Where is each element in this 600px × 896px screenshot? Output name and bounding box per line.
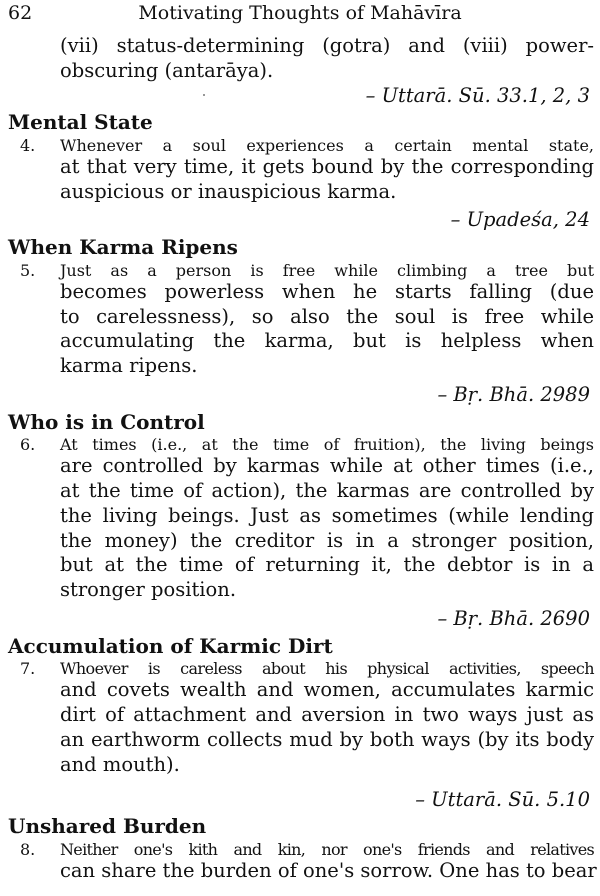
verse-text: karma ripens. <box>60 354 198 378</box>
verse-line <box>8 435 594 454</box>
section-heading: Unshared Burden <box>8 814 207 839</box>
intro-line: (vii) status-determining (gotra) and (viii) power- <box>60 34 594 57</box>
citation: – Bṛ. Bhā. 2690 <box>437 607 590 631</box>
verse-text: Whoever is careless about his physical activities, speech <box>60 659 594 679</box>
intro-line: obscuring (antarāya). <box>60 58 274 82</box>
verse-number: 5. <box>20 260 36 280</box>
running-title: Motivating Thoughts of Mahāvīra <box>138 2 462 24</box>
verse-text: auspicious or inauspicious karma. <box>60 179 397 203</box>
section-heading: Mental State <box>8 110 153 135</box>
verse-line <box>8 136 594 155</box>
verse-text: stronger position. <box>60 578 237 602</box>
verse-number: 6. <box>20 435 36 455</box>
verse-number: 4. <box>20 135 36 155</box>
verse-text: an earthworm collects mud by both ways (by its body <box>60 727 594 751</box>
verse-text: At times (i.e., at the time of fruition), the living beings <box>60 435 594 455</box>
verse-text: can share the burden of one's sorrow. One has to bear <box>60 858 597 882</box>
verse-text: the living beings. Just as sometimes (while lending <box>60 503 594 527</box>
verse-text: dirt of attachment and aversion in two ways just as <box>60 703 594 727</box>
verse-text: becomes powerless when he starts falling (due <box>60 279 594 303</box>
verse-text: Whenever a soul experiences a certain mental state, <box>60 135 594 155</box>
verse-text: at that very time, it gets bound by the corresponding <box>60 154 594 178</box>
verse-text: the money) the creditor is in a stronger position, <box>60 528 594 552</box>
verse-line <box>8 261 594 280</box>
verse-text: to carelessness), so also the soul is free while <box>60 304 594 328</box>
verse-number: 7. <box>20 659 36 679</box>
verse-text: Neither one's kith and kin, nor one's friends and relatives <box>60 839 594 859</box>
section-heading: Who is in Control <box>8 409 205 434</box>
verse-text: and mouth). <box>60 752 180 776</box>
section-heading: When Karma Ripens <box>8 235 238 260</box>
verse-line <box>8 659 594 678</box>
verse-line <box>8 840 594 859</box>
verse-text: at the time of action), the karmas are controlled by <box>60 479 594 503</box>
page-header <box>8 0 592 28</box>
verse-text: but at the time of returning it, the debtor is in a <box>60 553 594 577</box>
verse-text: are controlled by karmas while at other times (i.e., <box>60 454 594 478</box>
citation: – Uttarā. Sū. 5.10 <box>415 787 590 811</box>
body-text <box>8 34 597 884</box>
citation: – Uttarā. Sū. 33.1, 2, 3 <box>365 83 590 107</box>
page-number: 62 <box>8 2 33 24</box>
verse-text: Just as a person is free while climbing a tree but <box>60 260 594 280</box>
citation: – Upadeśa, 24 <box>450 208 590 232</box>
citation: – Bṛ. Bhā. 2989 <box>437 382 590 406</box>
verse-text: accumulating the karma, but is helpless when <box>60 329 594 353</box>
verse-text: and covets wealth and women, accumulates karmic <box>60 678 594 702</box>
section-heading: Accumulation of Karmic Dirt <box>8 633 333 658</box>
verse-number: 8. <box>20 839 36 859</box>
